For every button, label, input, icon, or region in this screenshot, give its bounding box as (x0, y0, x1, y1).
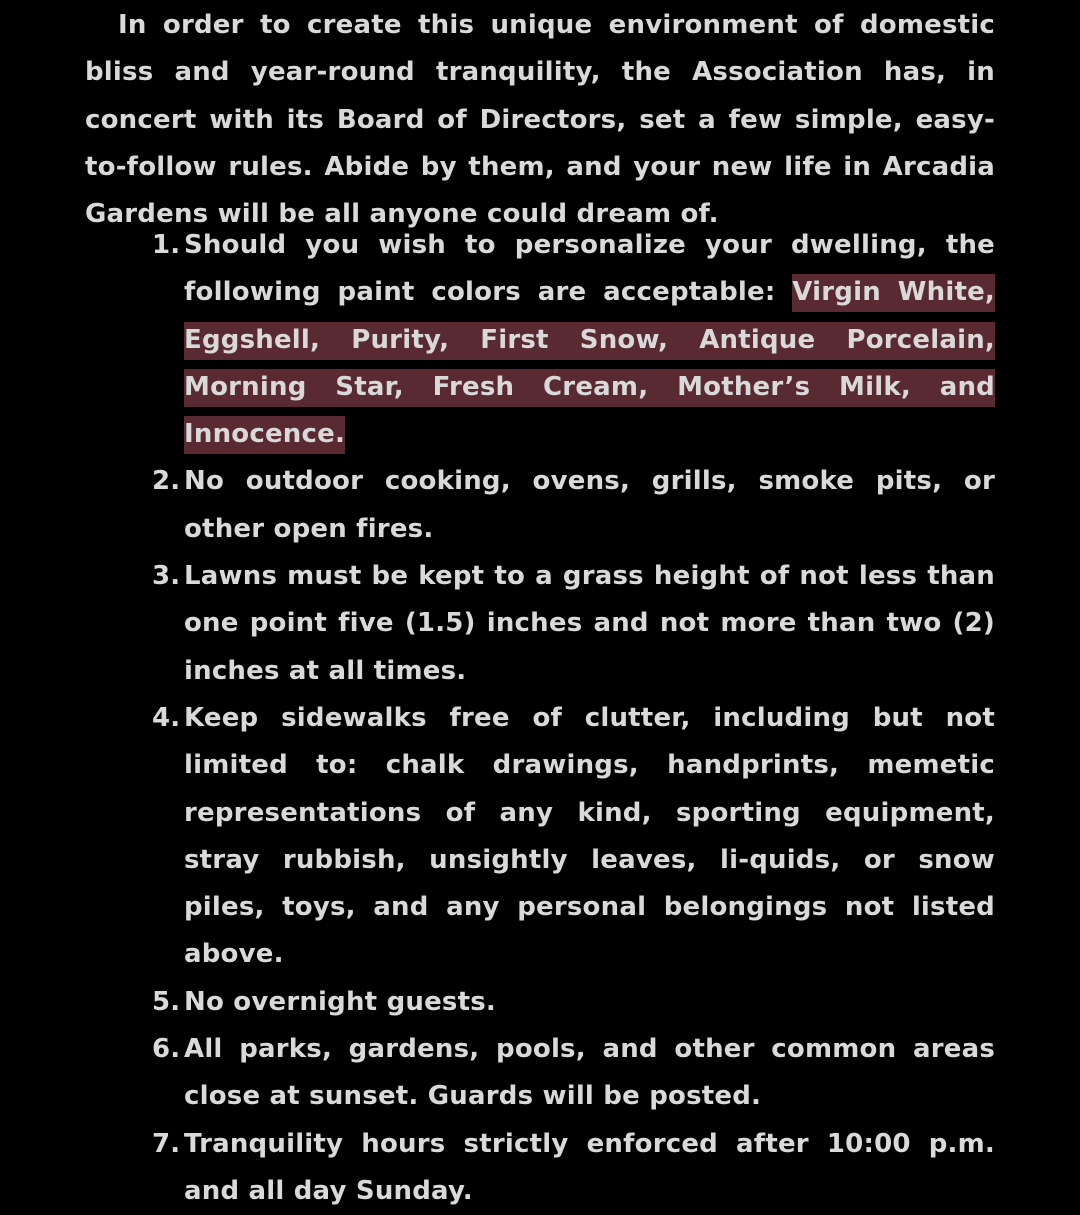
rule-item-7 (152, 1121, 995, 1215)
rule-item-2 (152, 458, 995, 553)
rule-text: No outdoor cooking, ovens, grills, smoke pits, or other open fires. (184, 466, 995, 544)
rule-item-6 (152, 1026, 995, 1121)
rule-number: 3. (152, 561, 181, 592)
rule-text: Tranquility hours strictly enforced after 10:00 p.m. and all day Sunday. (184, 1128, 995, 1206)
intro-paragraph: In order to create this unique environment of domestic bliss and year-round tranquility, the Association has, in concert with its Board of Directors, set a few simple, easy-to-follow rules. Abide by them, and your new life in Arcadia Gardens will be all anyone could dream of. (85, 10, 995, 230)
rule-number: 4. (152, 702, 181, 733)
rule-number: 7. (152, 1128, 181, 1159)
rule-text: All parks, gardens, pools, and other common areas close at sunset. Guards will be posted. (184, 1034, 995, 1112)
rule-text: Lawns must be kept to a grass height of not less than one point five (1.5) inches and not more than two (2) inches at all times. (184, 561, 995, 686)
rule-text: Should you wish to personalize your dwelling, the following paint colors are acceptable: (184, 230, 995, 308)
rule-text: Keep sidewalks free of clutter, including but not limited to: chalk drawings, handprints, memetic representations of any kind, sporting equipment, stray rubbish, unsightly leaves, li-quids, or snow piles, toys, and any personal belongings not listed above. (184, 702, 995, 970)
rule-number: 1. (152, 230, 181, 260)
rule-item-1 (152, 222, 995, 458)
rule-number: 2. (152, 466, 181, 497)
rule-item-3 (152, 553, 995, 695)
rule-number: 5. (152, 986, 181, 1017)
rule-number: 6. (152, 1034, 181, 1065)
rule-item-5 (152, 979, 995, 1026)
rules-list (152, 222, 995, 1215)
rule-item-4 (152, 695, 995, 979)
rule-text: No overnight guests. (184, 986, 496, 1017)
text-highlight[interactable]: Virgin White, Eggshell, Purity, First Snow, Antique Porcelain, Morning Star, Fresh Cream, Mother’s Milk, and Innocence. (184, 274, 995, 454)
